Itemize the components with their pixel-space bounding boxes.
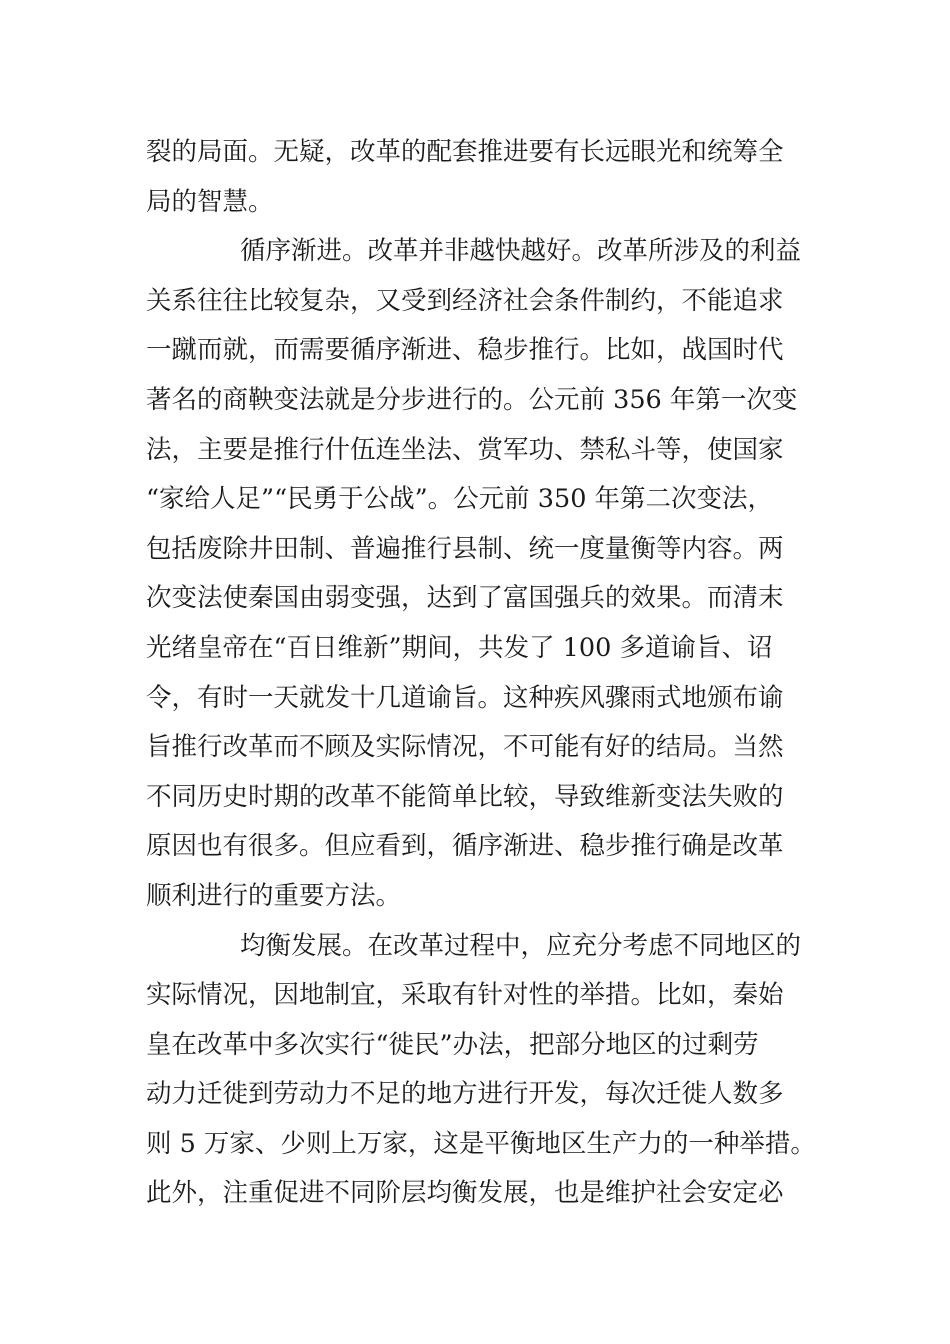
text-line: 原因也有很多。但应看到，循序渐进、稳步推行确是改革 <box>146 831 784 862</box>
document-body <box>146 128 826 1219</box>
text-line: 动力迁徙到劳动力不足的地方进行开发，每次迁徙人数多 <box>146 1079 784 1110</box>
text-line: “家给人足”“民勇于公战”。公元前 350 年第二次变法， <box>146 484 774 515</box>
text-line: 令，有时一天就发十几道谕旨。这种疾风骤雨式地颁布谕 <box>146 682 784 713</box>
text-line: 裂的局面。无疑，改革的配套推进要有长远眼光和统筹全 <box>146 137 784 167</box>
text-line: 旨推行改革而不顾及实际情况，不可能有好的结局。当然 <box>146 732 784 763</box>
text-line: 实际情况，因地制宜，采取有针对性的举措。比如，秦始 <box>146 980 784 1011</box>
text-line: 光绪皇帝在“百日维新”期间，共发了 100 多道谕旨、诏 <box>146 632 773 663</box>
text-line: 此外，注重促进不同阶层均衡发展，也是维护社会安定必 <box>146 1178 784 1209</box>
paragraph <box>146 227 826 921</box>
text-line: 均衡发展。在改革过程中，应充分考虑不同地区的 <box>240 930 802 961</box>
text-line: 局的智慧。 <box>146 186 274 217</box>
text-line: 循序渐进。改革并非越快越好。改革所涉及的利益 <box>240 236 802 267</box>
paragraph <box>146 128 826 227</box>
text-line: 关系往往比较复杂，又受到经济社会条件制约，不能追求 <box>146 285 784 316</box>
text-line: 则 5 万家、少则上万家，这是平衡地区生产力的一种举措。 <box>146 1128 816 1159</box>
text-line: 一蹴而就，而需要循序渐进、稳步推行。比如，战国时代 <box>146 335 784 366</box>
text-line: 法，主要是推行什伍连坐法、赏军功、禁私斗等，使国家 <box>146 434 784 465</box>
text-line: 著名的商鞅变法就是分步进行的。公元前 356 年第一次变 <box>146 384 798 415</box>
text-line: 皇在改革中多次实行“徙民”办法，把部分地区的过剩劳 <box>146 1029 759 1060</box>
text-line: 次变法使秦国由弱变强，达到了富国强兵的效果。而清末 <box>146 583 784 614</box>
text-line: 顺利进行的重要方法。 <box>146 880 402 911</box>
text-line: 包括废除井田制、普遍推行县制、统一度量衡等内容。两 <box>146 533 784 564</box>
text-line: 不同历史时期的改革不能简单比较，导致维新变法失败的 <box>146 781 784 812</box>
paragraph <box>146 922 826 1220</box>
